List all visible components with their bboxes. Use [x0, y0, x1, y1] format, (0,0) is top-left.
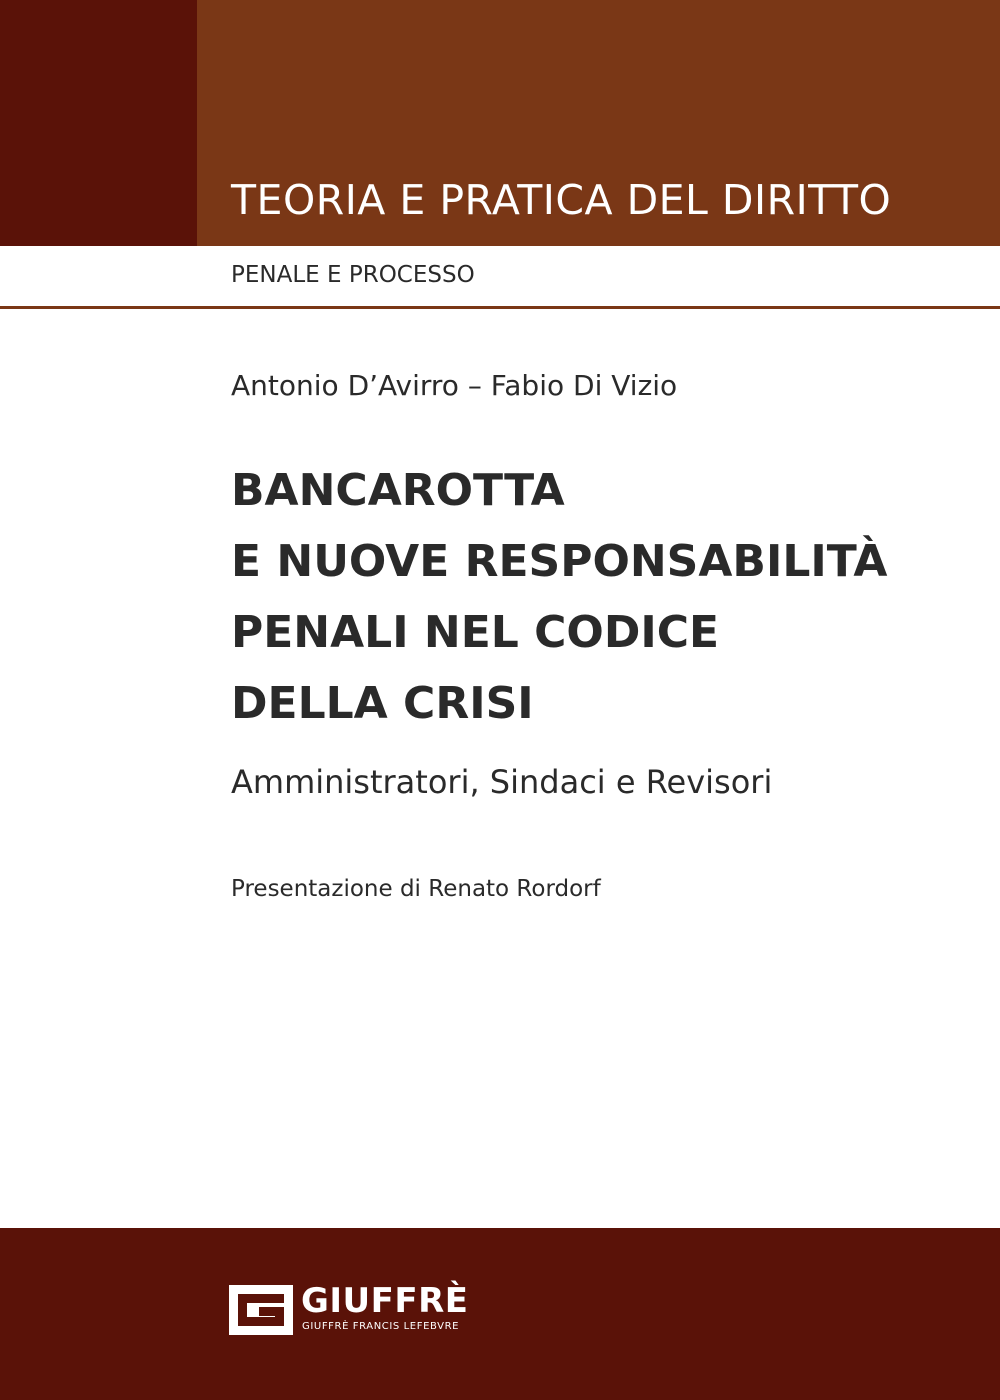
presentation-credit: Presentazione di Renato Rordorf	[231, 876, 601, 902]
book-title-line: DELLA CRISI	[231, 678, 534, 729]
book-title-line: PENALI NEL CODICE	[231, 607, 720, 658]
publisher-tagline: GIUFFRÈ FRANCIS LEFEBVRE	[302, 1321, 460, 1332]
authors: Antonio D’Avirro – Fabio Di Vizio	[231, 369, 678, 402]
book-subtitle: Amministratori, Sindaci e Revisori	[231, 763, 773, 801]
publisher-band	[0, 1228, 1000, 1400]
divider-rule	[0, 306, 1000, 309]
series-title: TEORIA E PRATICA DEL DIRITTO	[231, 176, 892, 224]
book-title-line: BANCAROTTA	[231, 465, 565, 516]
publisher-logo-mark-icon	[229, 1285, 293, 1335]
book-title	[231, 455, 887, 739]
top-left-color-block	[0, 0, 197, 246]
publisher-logo	[229, 1283, 489, 1337]
publisher-name: GIUFFRÈ	[301, 1281, 469, 1321]
book-title-line: E NUOVE RESPONSABILITÀ	[231, 536, 888, 587]
subseries-label: PENALE E PROCESSO	[231, 262, 475, 288]
